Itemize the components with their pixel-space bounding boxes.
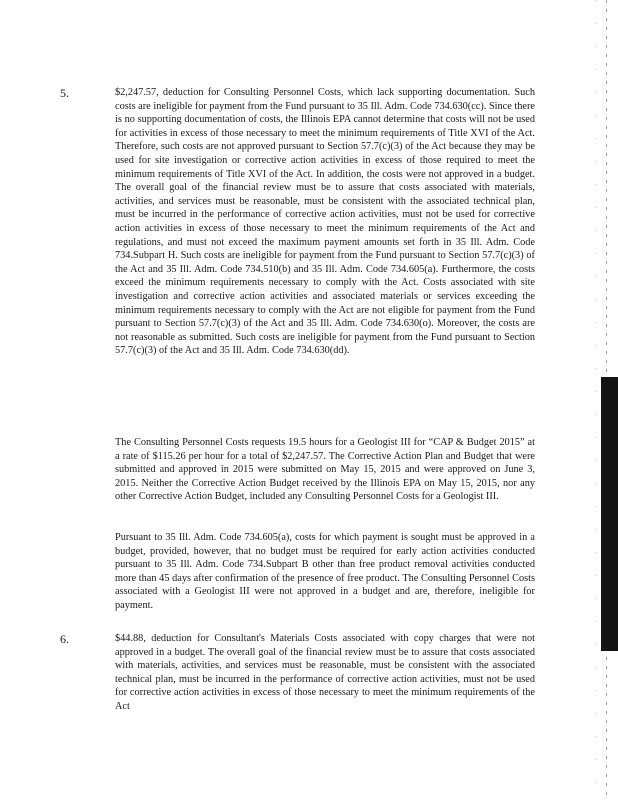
scan-edge-bar [601, 377, 618, 651]
item-number-6: 6. [60, 632, 69, 646]
item-5-paragraph-1: $2,247.57, deduction for Consulting Personnel Costs, which lack supporting documentation. Such costs are ineligible for payment from the Fund pursuant to 35 Ill. Adm. Code 734.630(cc). Since there is no supporting documentation of costs, the Illinois EPA cannot determine that costs will not be used for activities in excess of those necessary to meet the minimum requirements of Title XVI of the Act. Therefore, such costs are not approved pursuant to Section 57.7(c)(3) of the Act because they may be used for site investigation or corrective action activities in excess of those required to meet the minimum requirements of Title XVI of the Act. In addition, the costs were not approved in a budget. The overall goal of the financial review must be to assure that costs associated with materials, activities, and services must be reasonable, must be consistent with the associated technical plan, must be incurred in the performance of corrective action activities, must not be used for corrective action activities in excess of those necessary to meet the minimum requirements of the Act and regulations, and must not exceed the maximum payment amounts set forth in 35 Ill. Adm. Code 734.Subpart H. Such costs are ineligible for payment from the Fund pursuant to Section 57.7(c)(3) of the Act and 35 Ill. Adm. Code 734.510(b) and 35 Ill. Adm. Code 734.605(a). Furthermore, the costs exceed the minimum requirements necessary to comply with the Act. Costs associated with site investigation and corrective action activities and associated materials or services exceeding the minimum requirements necessary to comply with the Act are not eligible for payment from the Fund pursuant to Section 57.7(c)(3) of the Act and 35 Ill. Adm. Code 734.630(o). Moreover, the costs are not reasonable as submitted. Such costs are ineligible for payment from the Fund pursuant to Section 57.7(c)(3) of the Act and 35 Ill. Adm. Code 734.630(dd). [115, 87, 535, 357]
item-number-5: 5. [60, 86, 69, 100]
item-6-paragraph-1: $44.88, deduction for Consultant's Materials Costs associated with copy charges that were not approved in a budget. The overall goal of the financial review must be to assure that costs associated with materials, activities, and services must be reasonable, must be consistent with the associated technical plan, must be incurred in the performance of corrective action activities, must not be used for corrective action activities in excess of those necessary to meet the minimum requirements of the Act [115, 633, 535, 712]
item-5-paragraph-2: The Consulting Personnel Costs requests 19.5 hours for a Geologist III for “CAP & Budget 2015” at a rate of $115.26 per hour for a total of $2,247.57. The Corrective Action Plan and Budget that were submitted and approved in 2015 were submitted on May 15, 2015 and were approved on June 3, 2015. Neither the Corrective Action Budget received by the Illinois EPA on May 15, 2015, nor any other Corrective Action Budget, included any Consulting Personnel Costs for a Geologist III. [115, 437, 535, 503]
scan-edge-dots [596, 0, 597, 800]
item-5-paragraph-3: Pursuant to 35 Ill. Adm. Code 734.605(a), costs for which payment is sought must be approved in a budget, provided, however, that no budget must be required for early action activities conducted pursuant to 35 Ill. Adm. Code 734.Subpart B other than free product removal activities conducted more than 45 days after confirmation of the presence of free product. The Consulting Personnel Costs associated with a Geologist III were not approved in a budget and are, therefore, ineligible for payment. [115, 532, 535, 611]
